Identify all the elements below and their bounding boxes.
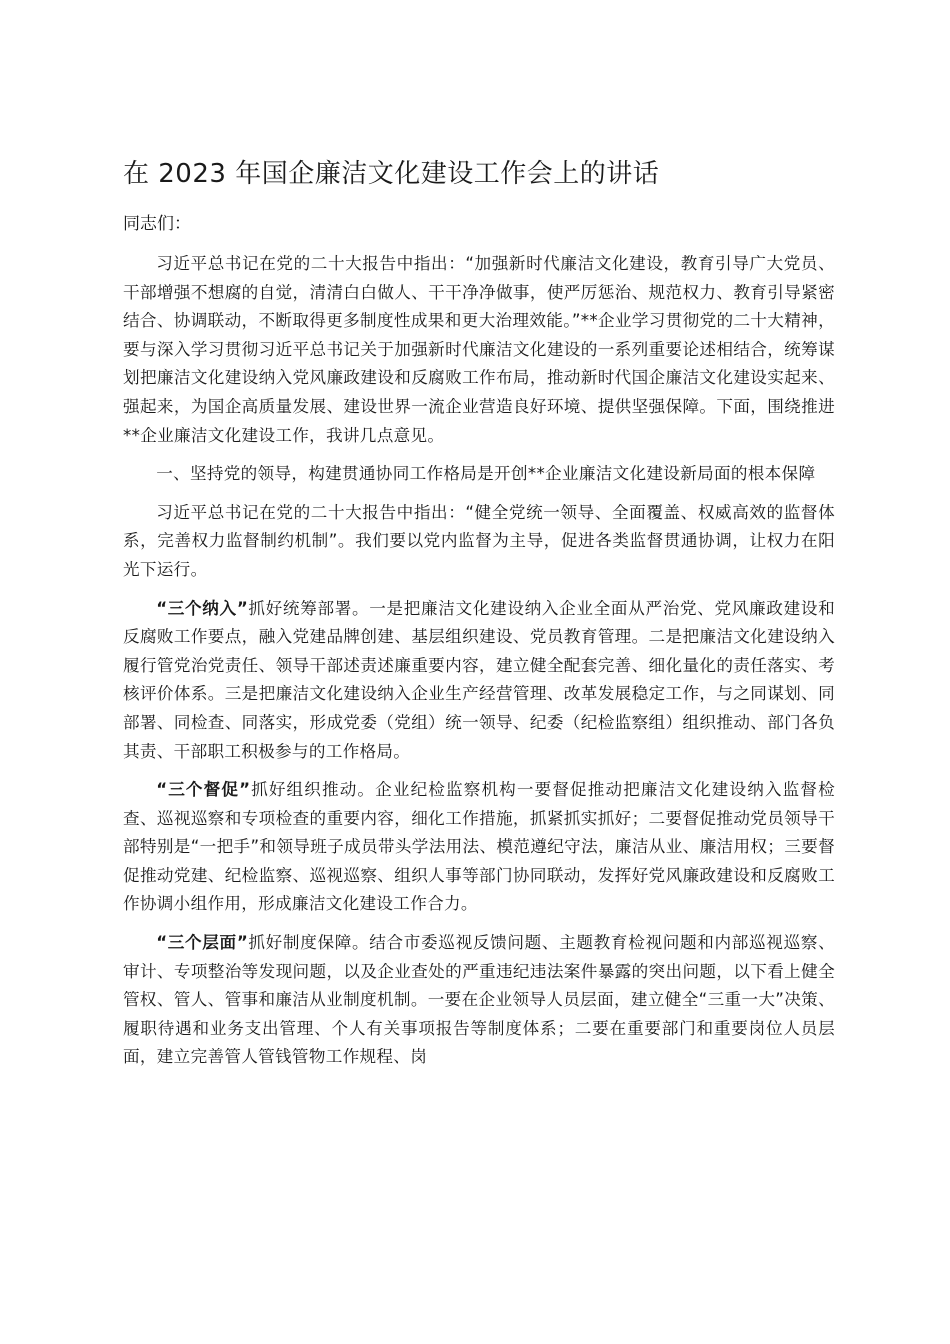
salutation: 同志们： <box>123 214 191 234</box>
paragraph-text: 习近平总书记在党的二十大报告中指出：“健全党统一领导、全面覆盖、权威高效的监督体系，完善权力监督制约机制”。我们要以党内监督为主导，促进各类监督贯通协调，让权力在阳光下运行。 <box>123 502 835 579</box>
paragraph-lead: “三个层面” <box>156 933 249 953</box>
paragraph-text: 习近平总书记在党的二十大报告中指出：“加强新时代廉洁文化建设，教育引导广大党员、干部增强不想腐的自觉，清清白白做人、干干净净做事，使严厉惩治、规范权力、教育引导紧密结合、协调联动，不断取得更多制度性成果和更大治理效能。”**企业学习贯彻党的二十大精神，要与深入学习贯彻习近平总书记关于加强新时代廉洁文化建设的一系列重要论述相结合，统筹谋划把廉洁文化建设纳入党风廉政建设和反腐败工作布局，推动新时代国企廉洁文化建设实起来、强起来，为国企高质量发展、建设世界一流企业营造良好环境、提供坚强保障。下面，围绕推进**企业廉洁文化建设工作，我讲几点意见。 <box>123 254 835 445</box>
paragraph-three-supervisions <box>123 776 835 919</box>
paragraph-intro <box>123 250 835 450</box>
paragraph-supervision <box>123 499 835 585</box>
paragraph-three-inclusions <box>123 595 835 767</box>
paragraph-lead: “三个纳入” <box>156 598 249 618</box>
document-body <box>123 250 835 1082</box>
paragraph-text: 抓好制度保障。结合市委巡视反馈问题、主题教育检视问题和内部巡视巡察、审计、专项整治等发现问题，以及企业查处的严重违纪违法案件暴露的突出问题，以下看上健全管权、管人、管事和廉洁从业制度机制。一要在企业领导人员层面，建立健全“三重一大”决策、履职待遇和业务支出管理、个人有关事项报告等制度体系；二要在重要部门和重要岗位人员层面，建立完善管人管钱管物工作规程、岗 <box>123 933 835 1067</box>
paragraph-text: 抓好统筹部署。一是把廉洁文化建设纳入企业全面从严治党、党风廉政建设和反腐败工作要点，融入党建品牌创建、基层组织建设、党员教育管理。二是把廉洁文化建设纳入履行管党治党责任、领导干部述责述廉重要内容，建立健全配套完善、细化量化的责任落实、考核评价体系。三是把廉洁文化建设纳入企业生产经营管理、改革发展稳定工作，与之同谋划、同部署、同检查、同落实，形成党委（党组）统一领导、纪委（纪检监察组）组织推动、部门各负其责、干部职工积极参与的工作格局。 <box>123 598 835 761</box>
paragraph-lead: “三个督促” <box>156 780 251 800</box>
section-heading-1 <box>123 460 835 489</box>
paragraph-text: 抓好组织推动。企业纪检监察机构一要督促推动把廉洁文化建设纳入监督检查、巡视巡察和专项检查的重要内容，细化工作措施，抓紧抓实抓好；二要督促推动党员领导干部特别是“一把手”和领导班子成员带头学法用法、模范遵纪守法，廉洁从业、廉洁用权；三要督促推动党建、纪检监察、巡视巡察、组织人事等部门协同联动，发挥好党风廉政建设和反腐败工作协调小组作用，形成廉洁文化建设工作合力。 <box>123 780 835 914</box>
page-title: 在 2023 年国企廉洁文化建设工作会上的讲话 <box>123 159 660 189</box>
section-heading-text: 一、坚持党的领导，构建贯通协同工作格局是开创**企业廉洁文化建设新局面的根本保障 <box>156 464 816 484</box>
paragraph-three-levels <box>123 929 835 1072</box>
